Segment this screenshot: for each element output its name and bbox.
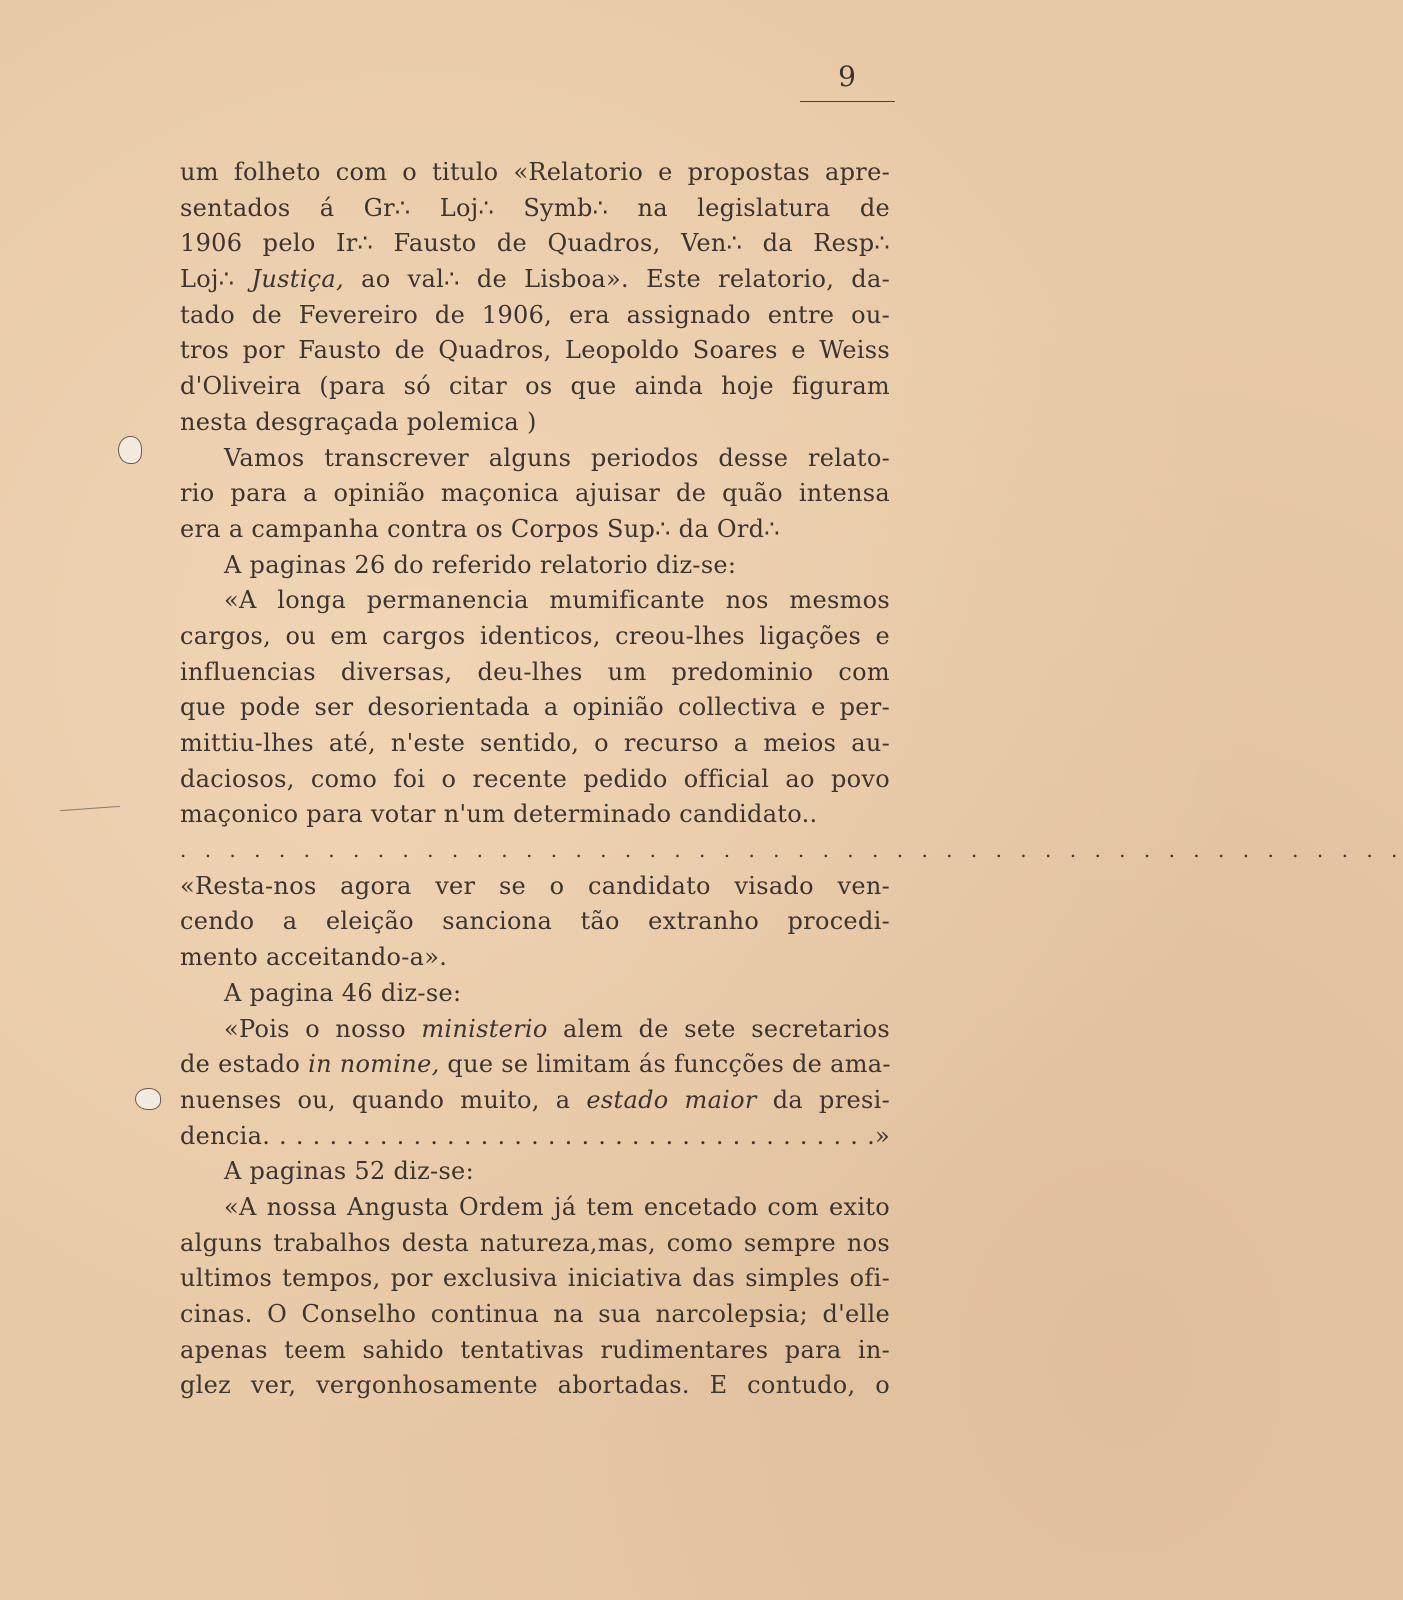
italic-segment: estado maior (586, 1085, 757, 1114)
text-line: «Resta-nos agora ver se o candidato visado ven- (180, 871, 890, 900)
text-line: que pode ser desorientada a opinião collectiva e per- (180, 693, 890, 722)
text-line: cendo a eleição sanciona tão extranho procedi- (180, 907, 890, 936)
text-line: 1906 pelo Ir∴ Fausto de Quadros, Ven∴ da Resp∴ (180, 229, 890, 258)
text-line: cargos, ou em cargos identicos, creou-lhes ligações e (180, 621, 890, 650)
italic-segment: ministerio (421, 1014, 548, 1043)
ellipsis-line: . . . . . . . . . . . . . . . . . . . . . . . . . . . . . . . . . . . . . . . . . . . . . . . . . . (180, 838, 1403, 863)
text-line: tado de Fevereiro de 1906, era assignado entre ou- (180, 300, 890, 329)
text-line: mittiu-lhes até, n'este sentido, o recurso a meios au- (180, 729, 890, 757)
text-segment: ao val∴ de Lisboa». Este relatorio, da- (343, 265, 890, 294)
text-segment: que se limitam ás funcções de ama- (439, 1050, 891, 1079)
page-number: 9 (838, 60, 857, 93)
text-line: tros por Fausto de Quadros, Leopoldo Soares e Weiss (180, 336, 890, 365)
text-line: influencias diversas, deu-lhes um predominio com (180, 657, 890, 686)
text-line (180, 1047, 890, 1083)
paper-hole (118, 436, 142, 464)
text-segment: da presi- (756, 1085, 890, 1114)
text-line (180, 1083, 890, 1119)
text-line: ultimos tempos, por exclusiva iniciativa das simples ofi- (180, 1264, 890, 1293)
text-line: apenas teem sahido tentativas rudimentares para in- (180, 1335, 890, 1364)
italic-segment: in nomine, (308, 1050, 440, 1079)
text-line: nesta desgraçada polemica ) (180, 407, 537, 436)
text-line: A pagina 46 diz-se: (224, 978, 462, 1007)
text-segment: «Pois o nosso (224, 1014, 422, 1043)
text-line: «A longa permanencia mumificante nos mesmos (224, 586, 890, 615)
margin-mark (60, 806, 120, 811)
text-line: maçonico para votar n'um determinado candidato.. (180, 800, 818, 829)
text-line: A paginas 52 diz-se: (224, 1157, 474, 1186)
paper-hole (135, 1088, 161, 1110)
text-line (180, 1012, 890, 1048)
text-line: mento acceitando-a». (180, 943, 448, 972)
text-line: um folheto com o titulo «Relatorio e propostas apre- (180, 158, 890, 186)
text-line: d'Oliveira (para só citar os que ainda hoje figuram (180, 372, 890, 401)
body-text (180, 155, 1403, 1404)
text-segment: alem de sete secretarios (547, 1014, 891, 1043)
text-line: A paginas 26 do referido relatorio diz-se: (224, 550, 737, 579)
text-line: sentados á Gr∴ Loj∴ Symb∴ na legislatura de (180, 193, 890, 222)
text-line: rio para a opinião maçonica ajuisar de quão intensa (180, 479, 890, 508)
text-line (180, 262, 890, 298)
text-segment: de estado (180, 1050, 309, 1079)
text-line: glez ver, vergonhosamente abortadas. E contudo, o (180, 1371, 890, 1400)
text-line: era a campanha contra os Corpos Sup∴ da Ord∴ (180, 514, 780, 543)
text-segment: nuenses ou, quando muito, a (180, 1085, 587, 1114)
text-line: daciosos, como foi o recente pedido official ao povo (180, 764, 890, 793)
text-line: Vamos transcrever alguns periodos desse relato- (224, 443, 890, 472)
text-line: cinas. O Conselho continua na sua narcolepsia; d'elle (180, 1300, 890, 1328)
text-line: dencia. . . . . . . . . . . . . . . . . . . . . . . . . . . . . . . . . . . . .» (180, 1121, 890, 1150)
italic-segment: Justiça, (251, 265, 344, 294)
page-number-rule (800, 101, 895, 102)
text-segment: Loj∴ (180, 265, 252, 294)
text-line: alguns trabalhos desta natureza,mas, como sempre nos (180, 1228, 890, 1257)
text-line: «A nossa Angusta Ordem já tem encetado com exito (224, 1192, 890, 1221)
